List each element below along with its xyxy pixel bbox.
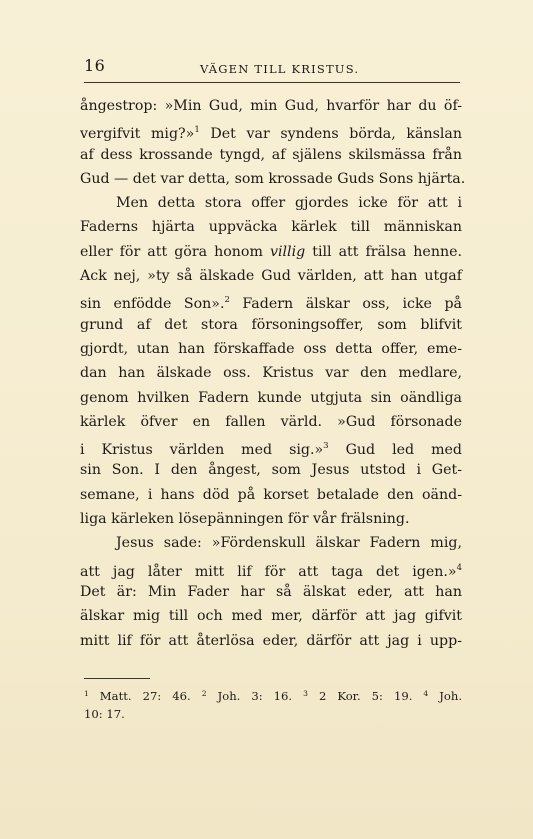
text-line <box>80 143 462 167</box>
text-line <box>80 215 462 239</box>
text-line <box>80 167 466 191</box>
footnote-marker: 4 <box>456 562 462 573</box>
text-line <box>80 410 462 434</box>
text-segment: Gud led med <box>328 442 463 459</box>
text-segment: Faderns hjärta uppväcka kärlek till människan <box>80 219 462 236</box>
text-line <box>80 240 462 264</box>
text-segment: Det var syndens börda, känslan <box>199 126 463 143</box>
text-segment: älskar mig till och med mer, därför att jag gifvit <box>80 608 462 625</box>
text-segment: till att frälsa henne. <box>305 243 463 260</box>
footnote-rule <box>84 678 150 679</box>
text-line <box>80 386 462 410</box>
text-segment: Jesus sade: »Fördenskull älskar Fadern mig, <box>116 535 462 552</box>
text-line <box>80 580 462 604</box>
footnote-reference: Joh. <box>428 689 463 703</box>
text-segment: vergifvit mig?» <box>80 126 195 143</box>
text-line <box>80 94 462 118</box>
text-segment: Gud — det var detta, som krossade Guds Sons hjärta. <box>80 170 466 187</box>
text-line <box>80 556 462 580</box>
text-line <box>80 531 462 555</box>
footnote-reference: 10: 17. <box>84 707 125 721</box>
footnote-marker: 3 <box>323 441 329 452</box>
text-segment: sin enfödde Son». <box>80 296 225 313</box>
footnotes <box>84 684 462 724</box>
footnote-reference: Joh. 3: 16. <box>206 689 304 703</box>
footnote-number: 4 <box>423 689 429 698</box>
text-segment: gjordt, utan han förskaffade oss detta offer, eme- <box>80 340 462 357</box>
text-line <box>80 458 462 482</box>
text-line <box>80 361 462 385</box>
footnote-reference: 2 Kor. 5: 19. <box>307 689 424 703</box>
text-line <box>80 507 462 531</box>
text-segment: semane, i hans död på korset betalade den oänd- <box>80 486 462 503</box>
footnote-marker: 1 <box>194 125 200 136</box>
text-segment: ångestrop: »Min Gud, min Gud, hvarför har du öf- <box>80 98 462 114</box>
footnote-marker: 2 <box>224 295 230 306</box>
text-segment: i Kristus världen med sig.» <box>80 442 324 459</box>
footnote-number: 2 <box>201 689 207 698</box>
text-segment: sin Son. I den ångest, som Jesus utstod i Get- <box>80 462 462 479</box>
text-line <box>80 118 462 142</box>
page-number: 16 <box>84 56 106 75</box>
text-segment: Men detta stora offer gjordes icke för att i <box>116 195 462 212</box>
text-line <box>80 313 462 337</box>
footnote-number: 1 <box>84 689 89 698</box>
text-segment: grund af det stora försoningsoffer, som blifvit <box>80 316 462 333</box>
text-segment: Ack nej, »ty så älskade Gud världen, att han utgaf <box>80 268 462 285</box>
text-line <box>80 264 462 288</box>
text-segment: Fadern älskar oss, icke på <box>229 296 463 313</box>
footnote-reference: Matt. 27: 46. <box>88 689 202 703</box>
text-line <box>80 434 462 458</box>
emphasis: villig <box>269 243 306 260</box>
page-header <box>84 56 462 78</box>
text-line <box>80 337 462 361</box>
text-line <box>80 604 462 628</box>
footnote-line <box>84 684 462 704</box>
text-line <box>80 288 462 312</box>
text-segment: dan han älskade oss. Kristus var den medlare, <box>80 365 462 382</box>
text-segment: genom hvilken Fadern kunde utgjuta sin oändliga <box>80 389 462 406</box>
text-segment: kärlek öfver en fallen värld. »Gud försonade <box>80 413 462 430</box>
text-segment: liga kärleken lösepänningen för vår frälsning. <box>80 511 410 528</box>
header-rule <box>84 82 460 83</box>
running-title: VÄGEN TILL KRISTUS. <box>200 62 360 76</box>
text-segment: Det är: Min Fader har så älskat eder, att han <box>80 583 462 600</box>
text-line <box>80 483 462 507</box>
footnote-line <box>84 704 462 724</box>
text-segment: af dess krossande tyngd, af själens skilsmässa från <box>80 146 462 163</box>
footnote-number: 3 <box>303 689 308 698</box>
text-line <box>80 629 462 653</box>
text-segment: att jag låter mitt lif för att taga det igen.» <box>80 563 457 580</box>
text-segment: mitt lif för att återlösa eder, därför att jag i upp- <box>80 632 462 649</box>
body-text <box>80 94 466 653</box>
text-line <box>80 191 462 215</box>
text-segment: eller för att göra honom <box>80 243 270 260</box>
